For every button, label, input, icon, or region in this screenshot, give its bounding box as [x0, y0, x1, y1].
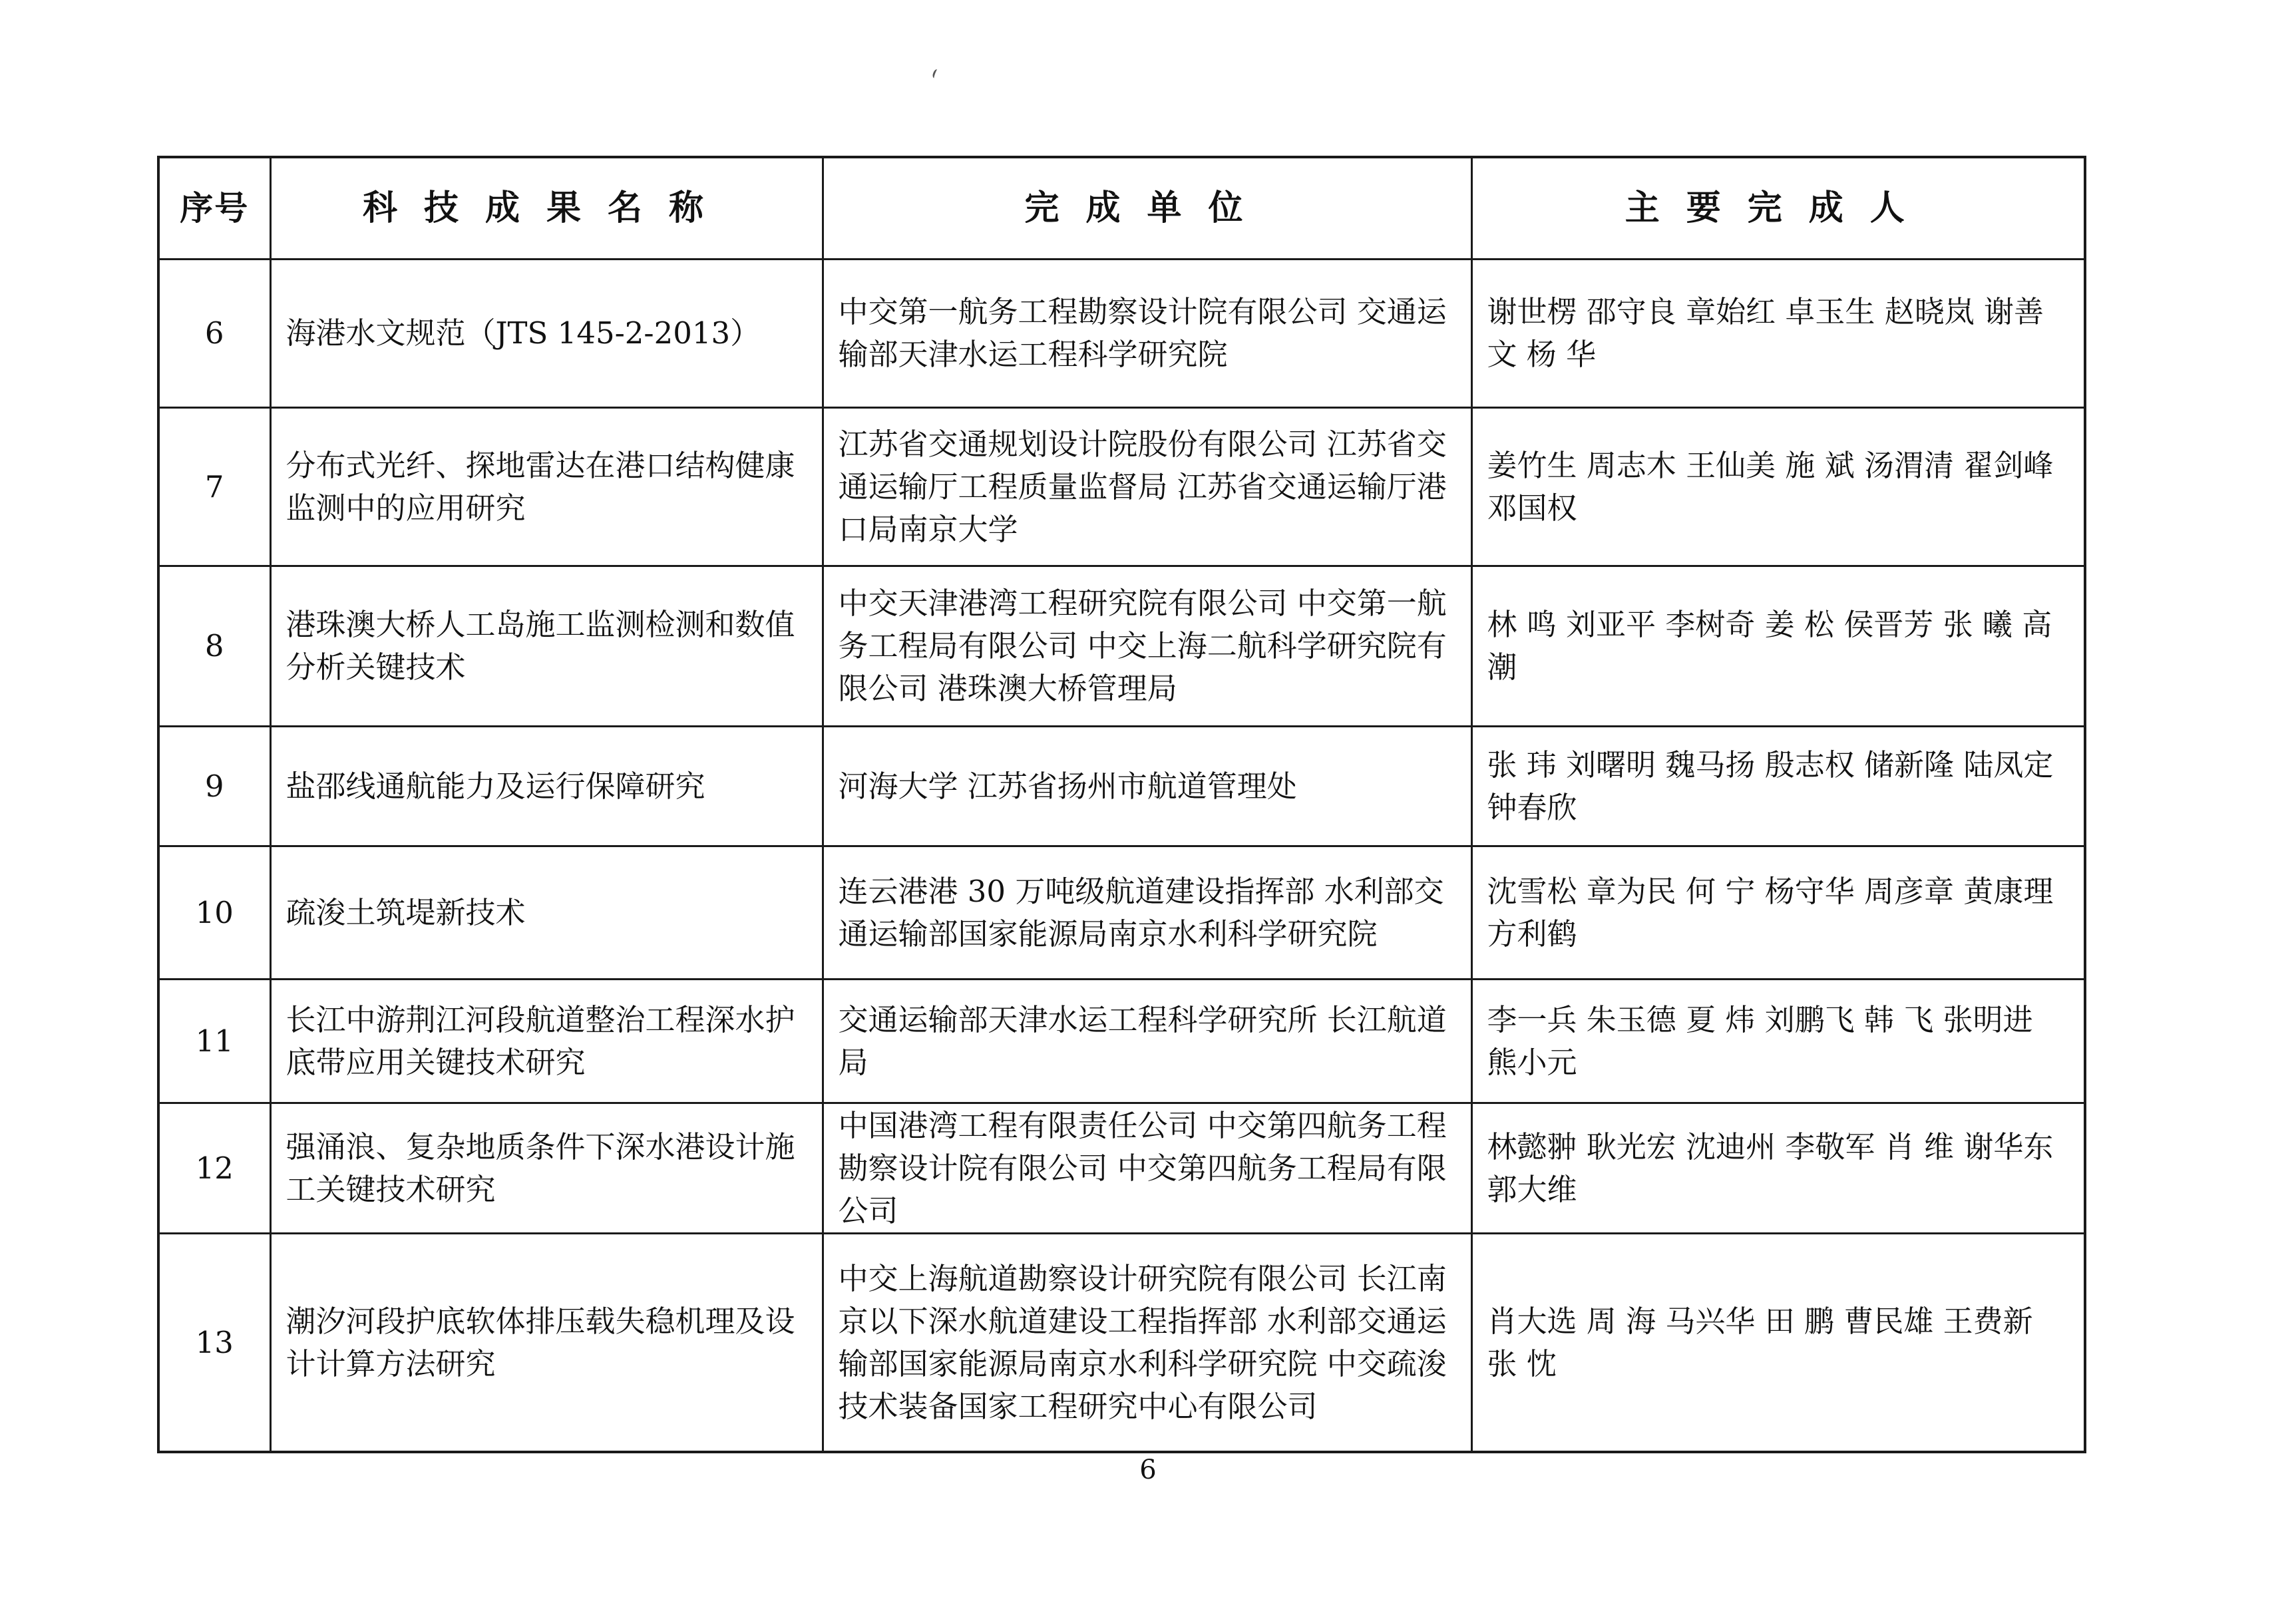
table-row: [158, 408, 2085, 566]
cell-serial: 6: [158, 260, 270, 408]
cell-name: 潮汐河段护底软体排压载失稳机理及设计计算方法研究: [270, 1234, 823, 1453]
cell-serial: 12: [158, 1103, 270, 1234]
cell-people: 张 玮 刘曙明 魏马扬 殷志权 储新隆 陆凤定 钟春欣: [1471, 727, 2085, 846]
table-header-row: [158, 157, 2085, 260]
cell-unit: 江苏省交通规划设计院股份有限公司 江苏省交通运输厅工程质量监督局 江苏省交通运输厅港口局南京大学: [823, 408, 1471, 566]
cell-unit: 中国港湾工程有限责任公司 中交第四航务工程勘察设计院有限公司 中交第四航务工程局有限公司: [823, 1103, 1471, 1234]
header-main-contributors: 主要完成人: [1471, 157, 2085, 260]
table-row: [158, 846, 2085, 980]
scan-speck: [932, 69, 940, 79]
cell-unit: 中交上海航道勘察设计研究院有限公司 长江南京以下深水航道建设工程指挥部 水利部交通运输部国家能源局南京水利科学研究院 中交疏浚技术装备国家工程研究中心有限公司: [823, 1234, 1471, 1453]
cell-unit: 中交天津港湾工程研究院有限公司 中交第一航务工程局有限公司 中交上海二航科学研究院有限公司 港珠澳大桥管理局: [823, 566, 1471, 727]
cell-name: 港珠澳大桥人工岛施工监测检测和数值分析关键技术: [270, 566, 823, 727]
page-number: 6: [1139, 1455, 1157, 1485]
cell-people: 林 鸣 刘亚平 李树奇 姜 松 侯晋芳 张 曦 高 潮: [1471, 566, 2085, 727]
cell-unit: 连云港港 30 万吨级航道建设指挥部 水利部交通运输部国家能源局南京水利科学研究院: [823, 846, 1471, 980]
cell-name: 长江中游荆江河段航道整治工程深水护底带应用关键技术研究: [270, 980, 823, 1103]
cell-serial: 7: [158, 408, 270, 566]
table-row: [158, 1103, 2085, 1234]
cell-unit: 河海大学 江苏省扬州市航道管理处: [823, 727, 1471, 846]
achievements-table: [157, 156, 2086, 1453]
cell-serial: 13: [158, 1234, 270, 1453]
cell-serial: 11: [158, 980, 270, 1103]
header-serial: 序号: [158, 157, 270, 260]
cell-name: 分布式光纤、探地雷达在港口结构健康监测中的应用研究: [270, 408, 823, 566]
table-row: [158, 1234, 2085, 1453]
cell-serial: 9: [158, 727, 270, 846]
table-row: [158, 727, 2085, 846]
table-row: [158, 980, 2085, 1103]
header-completing-unit: 完成单位: [823, 157, 1471, 260]
cell-people: 姜竹生 周志木 王仙美 施 斌 汤渭清 翟剑峰 邓国权: [1471, 408, 2085, 566]
cell-name: 海港水文规范（JTS 145-2-2013）: [270, 260, 823, 408]
header-achievement-name: 科技成果名称: [270, 157, 823, 260]
cell-people: 李一兵 朱玉德 夏 炜 刘鹏飞 韩 飞 张明进 熊小元: [1471, 980, 2085, 1103]
cell-name: 盐邵线通航能力及运行保障研究: [270, 727, 823, 846]
cell-serial: 8: [158, 566, 270, 727]
table-row: [158, 260, 2085, 408]
cell-people: 沈雪松 章为民 何 宁 杨守华 周彦章 黄康理 方利鹤: [1471, 846, 2085, 980]
cell-people: 肖大选 周 海 马兴华 田 鹏 曹民雄 王费新 张 忱: [1471, 1234, 2085, 1453]
cell-unit: 中交第一航务工程勘察设计院有限公司 交通运输部天津水运工程科学研究院: [823, 260, 1471, 408]
cell-unit: 交通运输部天津水运工程科学研究所 长江航道局: [823, 980, 1471, 1103]
table-row: [158, 566, 2085, 727]
cell-serial: 10: [158, 846, 270, 980]
cell-people: 谢世楞 邵守良 章始红 卓玉生 赵晓岚 谢善文 杨 华: [1471, 260, 2085, 408]
cell-people: 林懿翀 耿光宏 沈迪州 李敬军 肖 维 谢华东 郭大维: [1471, 1103, 2085, 1234]
cell-name: 强涌浪、复杂地质条件下深水港设计施工关键技术研究: [270, 1103, 823, 1234]
cell-name: 疏浚土筑堤新技术: [270, 846, 823, 980]
